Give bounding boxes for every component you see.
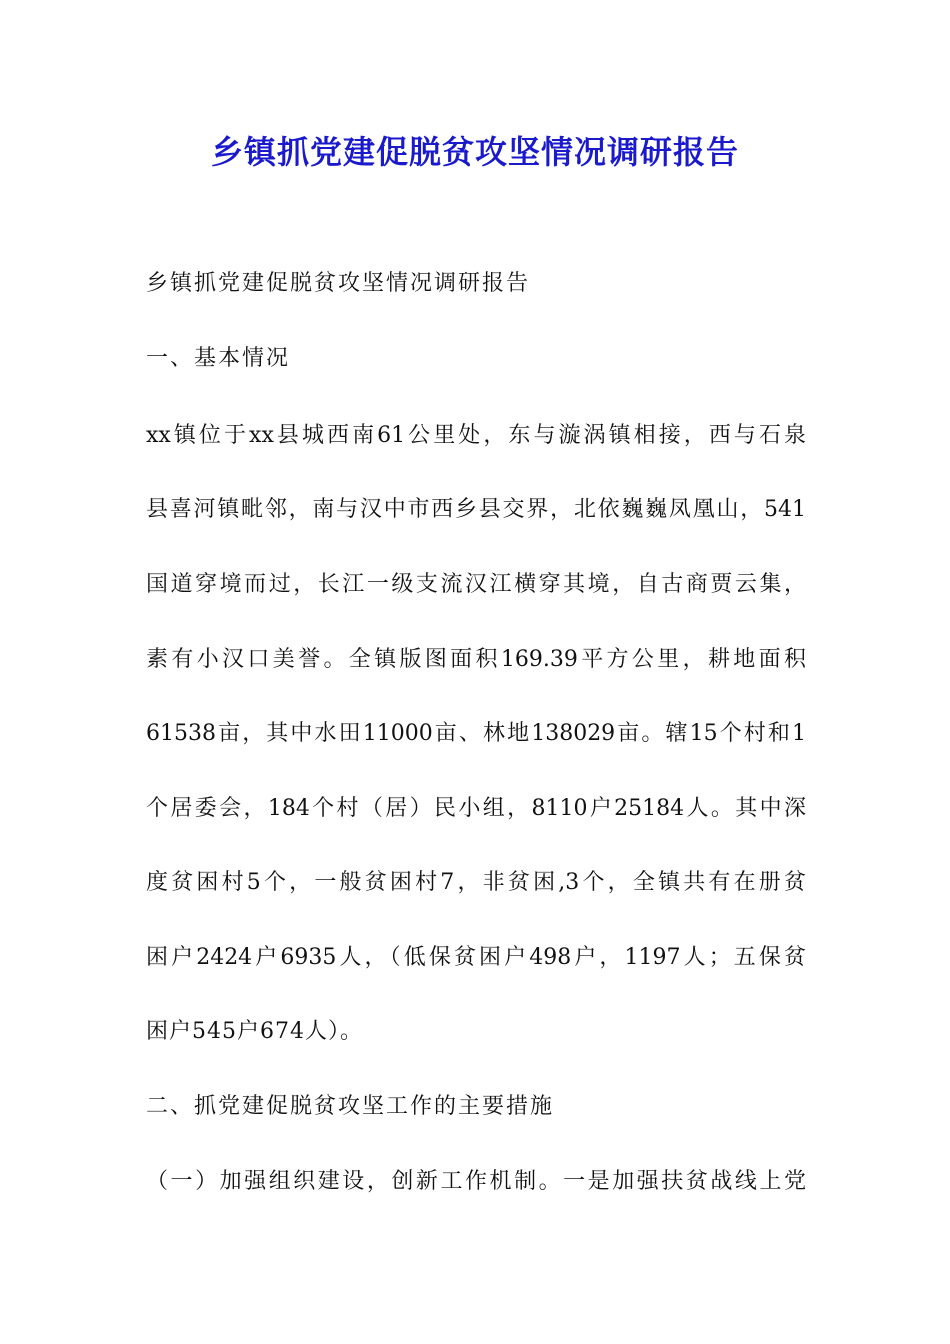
document-title: 乡镇抓党建促脱贫攻坚情况调研报告 xyxy=(210,133,739,171)
document-subtitle: 乡镇抓党建促脱贫攻坚情况调研报告 xyxy=(146,271,531,296)
paragraph-line: 国道穿境而过，长江一级支流汉江横穿其境，自古商贾云集， xyxy=(146,572,806,597)
paragraph-line: xx镇位于xx县城西南61公里处，东与漩涡镇相接，西与石泉 xyxy=(146,423,806,448)
paragraph-line: 困户2424户6935人，（低保贫困户498户，1197人；五保贫 xyxy=(146,945,806,970)
paragraph-line: 素有小汉口美誉。全镇版图面积169.39平方公里，耕地面积 xyxy=(146,647,806,672)
paragraph-line: 县喜河镇毗邻，南与汉中市西乡县交界，北依巍巍凤凰山，541 xyxy=(146,497,806,522)
paragraph-line: 困户545户674人）。 xyxy=(146,1019,363,1044)
paragraph-line: （一）加强组织建设，创新工作机制。一是加强扶贫战线上党 xyxy=(146,1169,806,1194)
section-heading-main-measures: 二、抓党建促脱贫攻坚工作的主要措施 xyxy=(146,1094,555,1119)
paragraph-line: 度贫困村5个，一般贫困村7，非贫困,3个，全镇共有在册贫 xyxy=(146,870,806,895)
paragraph-line: 61538亩，其中水田11000亩、林地138029亩。辖15个村和1 xyxy=(146,721,806,746)
section-heading-basic-info: 一、基本情况 xyxy=(146,346,291,371)
paragraph-line: 个居委会，184个村（居）民小组，8110户25184人。其中深 xyxy=(146,796,806,821)
